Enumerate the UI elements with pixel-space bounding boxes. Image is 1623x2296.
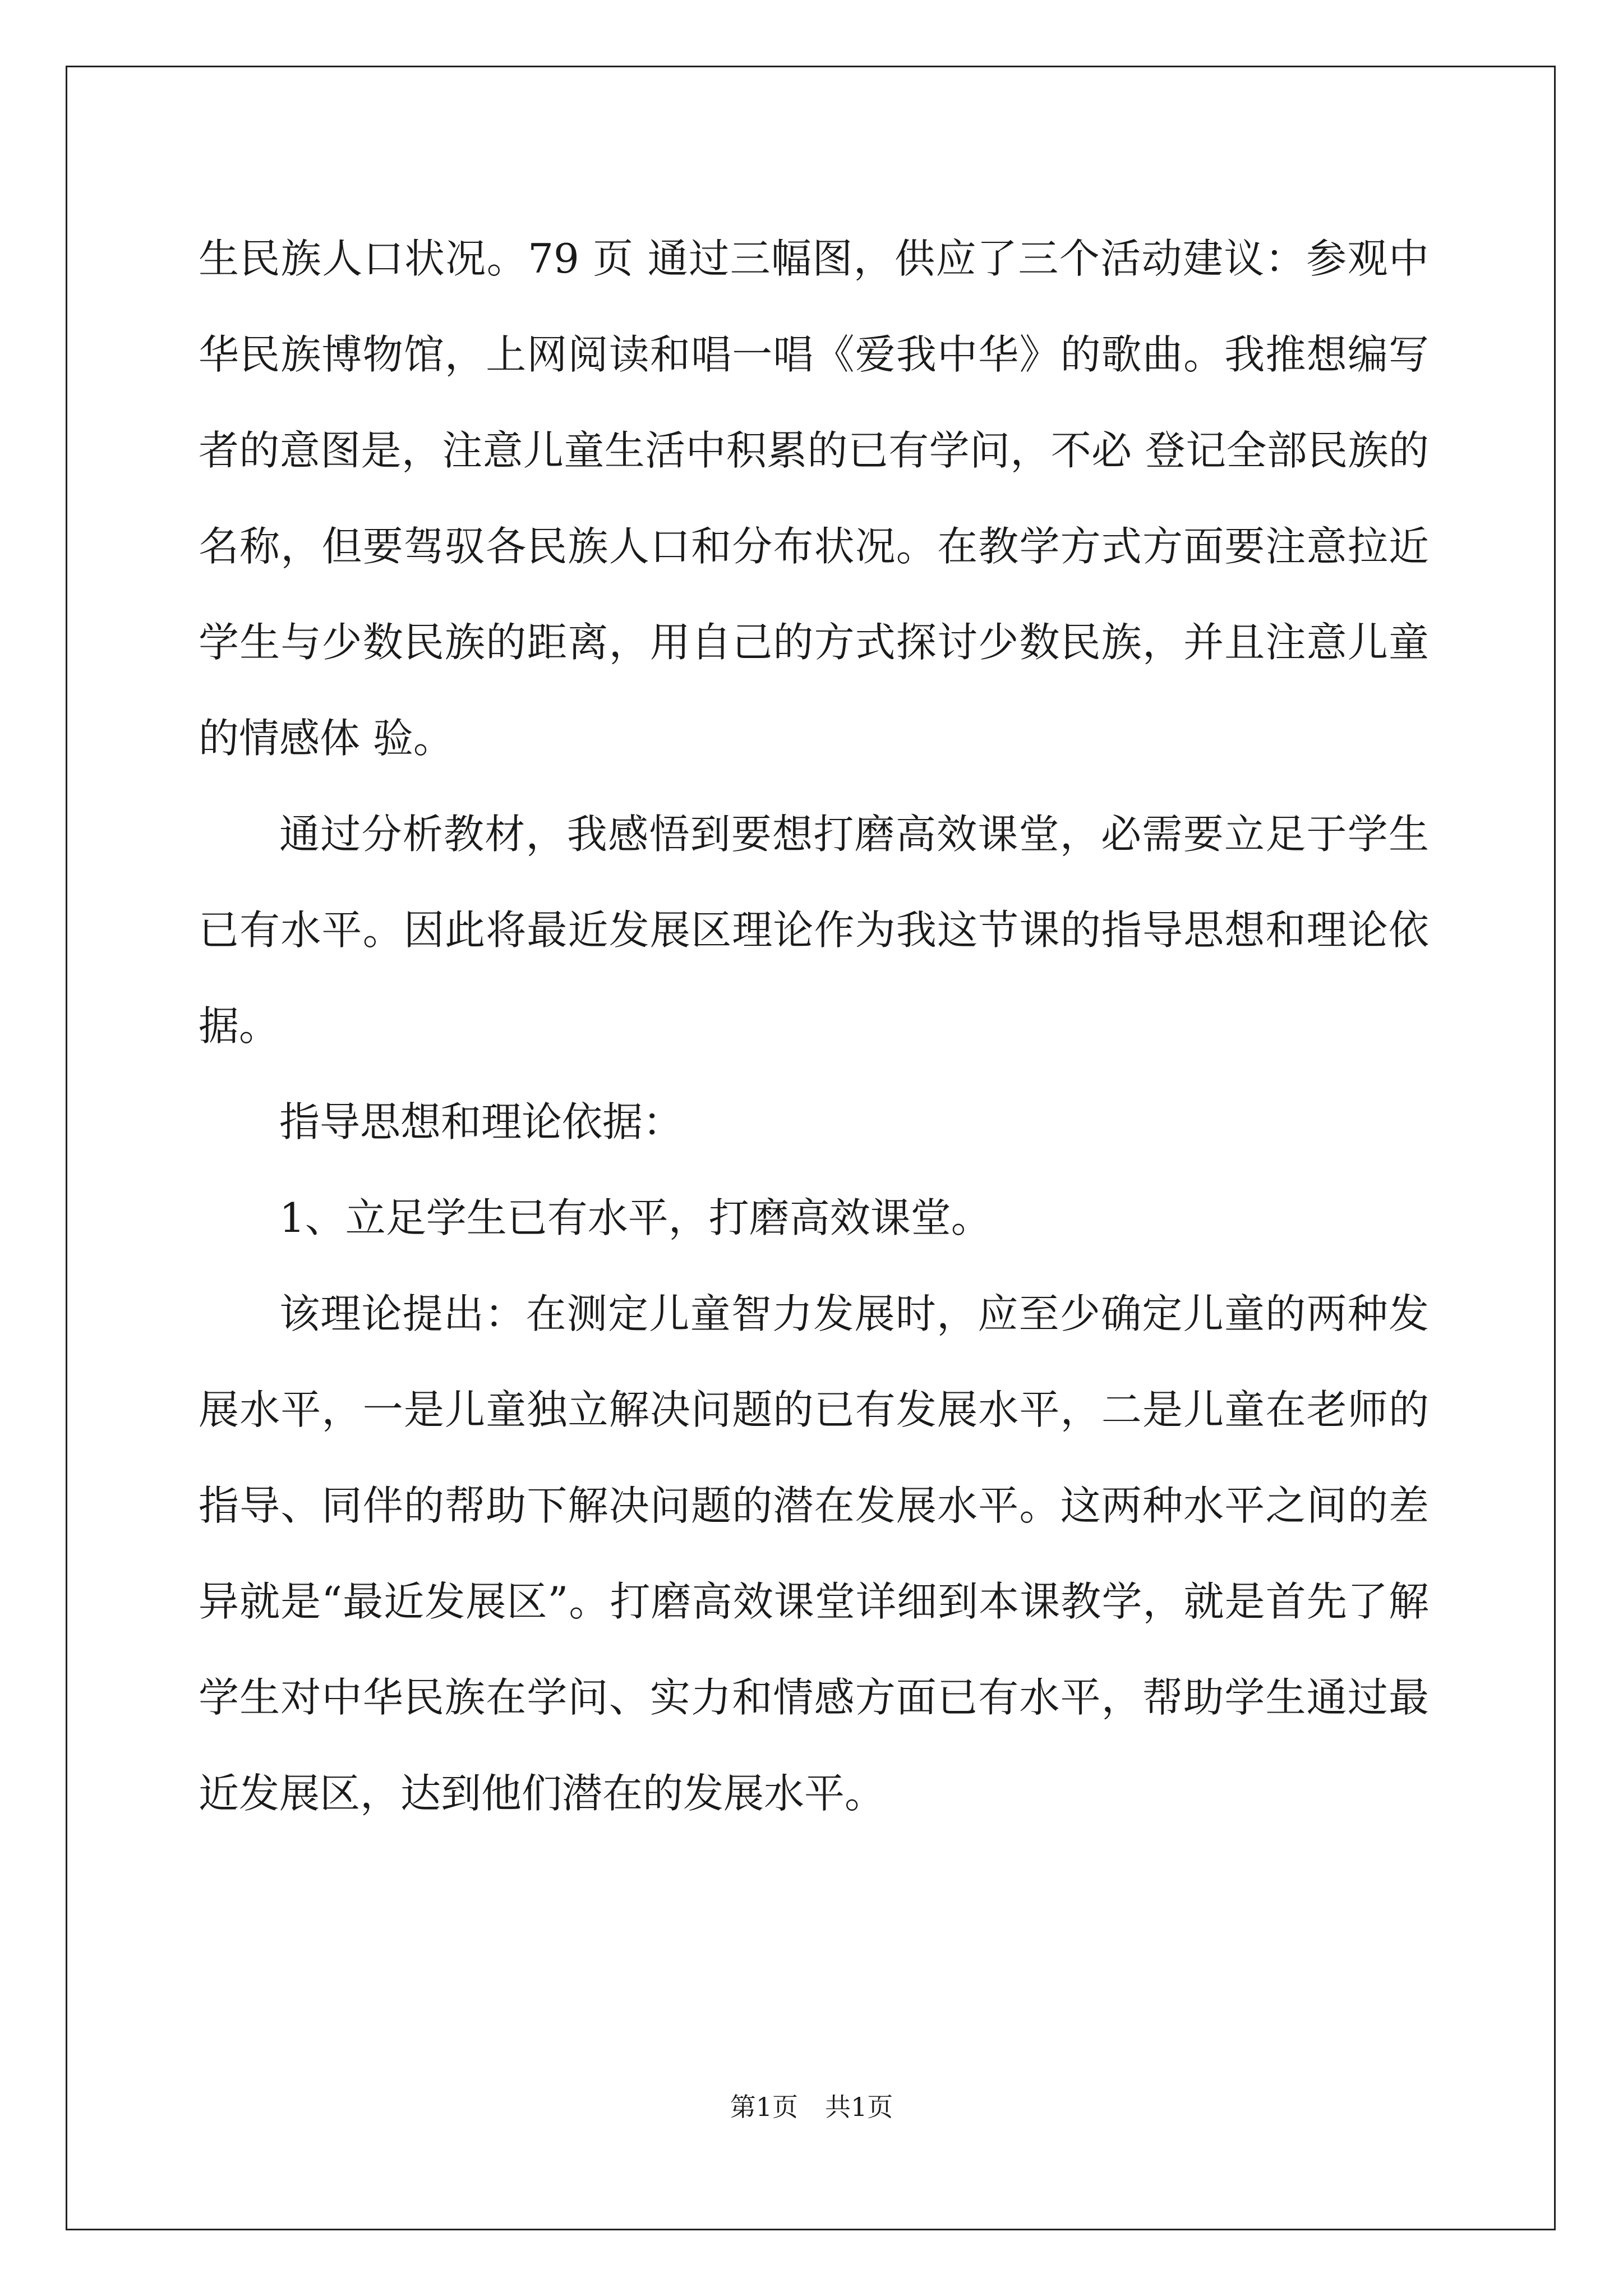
document-body <box>199 211 1429 1842</box>
paragraph-theory: 该理论提出：在测定儿童智力发展时，应至少确定儿童的两种发展水平，一是儿童独立解决问题的已有发展水平，二是儿童在老师的指导、同伴的帮助下解决问题的潜在发展水平。这两种水平之间的差异就是“最近发展区”。打磨高效课堂详细到本课教学，就是首先了解学生对中华民族在学问、实力和情感方面已有水平，帮助学生通过最近发展区，达到他们潜在的发展水平。 <box>199 1290 1429 1817</box>
page-number-total: 共1页 <box>825 2092 893 2122</box>
paragraph-heading-guiding-ideas: 指导思想和理论依据： <box>279 1098 684 1145</box>
page-footer <box>0 2087 1623 2124</box>
paragraph-2: 通过分析教材，我感悟到要想打磨高效课堂，必需要立足于学生已有水平。因此将最近发展区理论作为我这节课的指导思想和理论依据。 <box>199 811 1429 1050</box>
page-number-current: 第1页 <box>730 2092 798 2122</box>
paragraph-1: 生民族人口状况。79 页 通过三幅图，供应了三个活动建议：参观中华民族博物馆，上网阅读和唱一唱《爱我中华》的歌曲。我推想编写者的意图是，注意儿童生活中积累的已有学问，不必 登记全部民族的名称，但要驾驭各民族人口和分布状况。在教学方式方面要注意拉近学生与少数民族的距离，用自己的方式探讨少数民族，并且注意儿童的情感体 验。 <box>199 235 1429 762</box>
paragraph-list-item-1: 1、立足学生已有水平，打磨高效课堂。 <box>279 1194 992 1241</box>
